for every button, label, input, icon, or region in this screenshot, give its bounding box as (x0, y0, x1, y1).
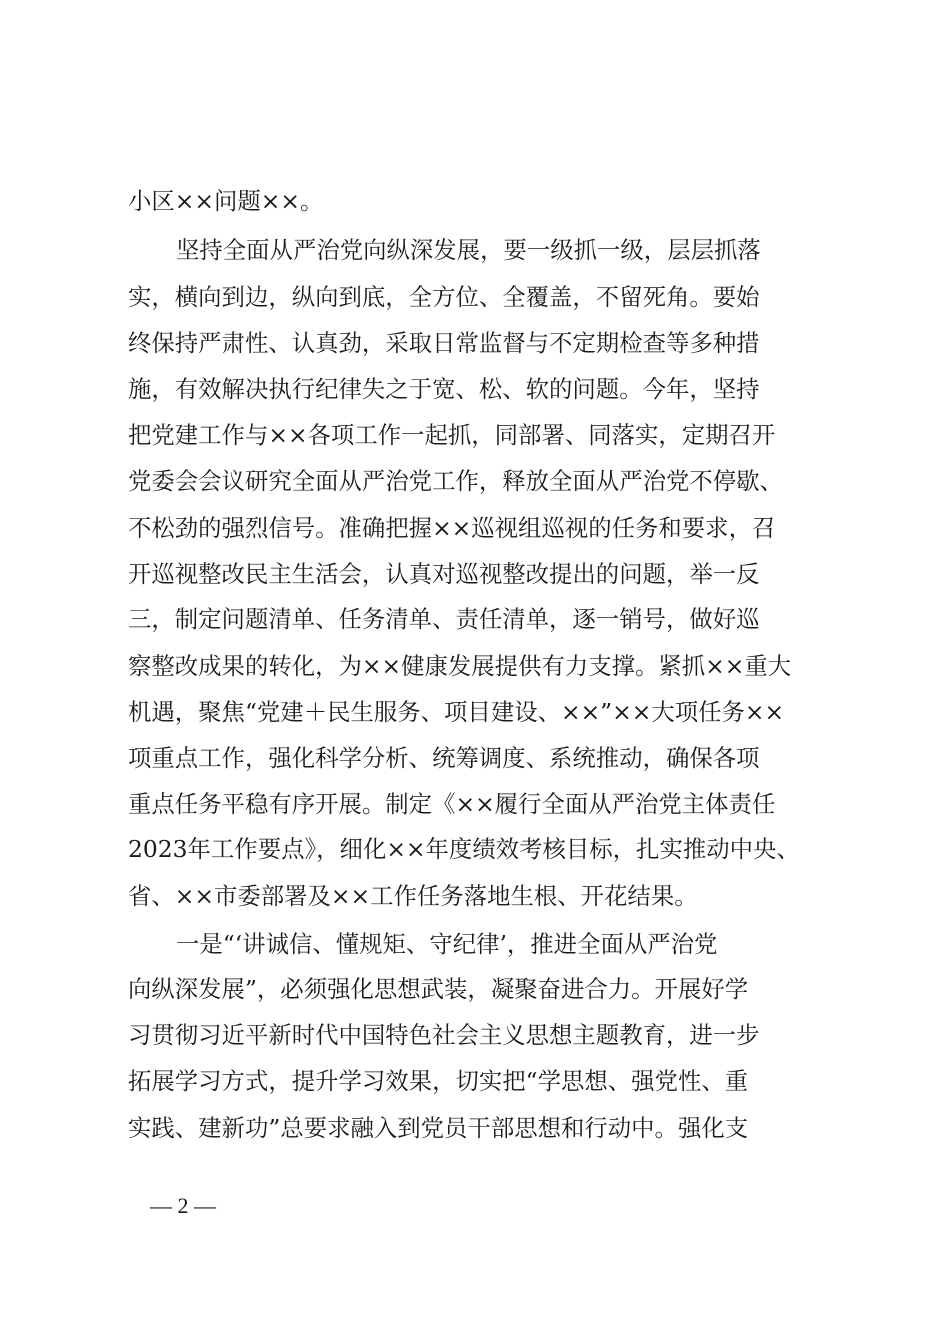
text-line: 实，横向到边，纵向到底，全方位、全覆盖，不留死角。要始 (128, 283, 760, 311)
paragraph-first-line: 一是“‘讲诚信、懂规矩、守纪律’，推进全面从严治党 (176, 930, 718, 958)
text-line: 开巡视整改民主生活会，认真对巡视整改提出的问题，举一反 (128, 560, 760, 588)
paragraph-first-line: 坚持全面从严治党向纵深发展，要一级抓一级，层层抓落 (176, 236, 761, 264)
text-line: 党委会会议研究全面从严治党工作，释放全面从严治党不停歇、 (128, 467, 783, 495)
text-line: 向纵深发展”，必须强化思想武装，凝聚奋进合力。开展好学 (128, 975, 749, 1003)
text-line: 三，制定问题清单、任务清单、责任清单，逐一销号，做好巡 (128, 605, 760, 633)
page-number: — 2 — (150, 1193, 216, 1218)
text-line: 察整改成果的转化，为××健康发展提供有力支撑。紧抓××重大 (128, 652, 792, 680)
text-line: 重点任务平稳有序开展。制定《××履行全面从严治党主体责任 (128, 790, 776, 818)
text-line: 2023年工作要点》，细化××年度绩效考核目标，扎实推动中央、 (128, 835, 800, 863)
text-line: 不松劲的强烈信号。准确把握××巡视组巡视的任务和要求，召 (128, 514, 776, 542)
text-line: 项重点工作，强化科学分析、统筹调度、系统推动，确保各项 (128, 744, 760, 772)
text-line: 施，有效解决执行纪律失之于宽、松、软的问题。今年，坚持 (128, 375, 760, 403)
text-line: 终保持严肃性、认真劲，采取日常监督与不定期检查等多种措 (128, 329, 760, 357)
text-line: 拓展学习方式，提升学习效果，切实把“学思想、强党性、重 (128, 1067, 749, 1095)
text-line: 小区××问题××。 (128, 187, 324, 215)
text-line: 省、××市委部署及××工作任务落地生根、开花结果。 (128, 882, 698, 910)
text-line: 实践、建新功”总要求融入到党员干部思想和行动中。强化支 (128, 1114, 749, 1142)
text-line: 把党建工作与××各项工作一起抓，同部署、同落实，定期召开 (128, 421, 776, 449)
text-line: 机遇，聚焦“党建＋民生服务、项目建设、××”××大项任务×× (128, 698, 785, 726)
text-line: 习贯彻习近平新时代中国特色社会主义思想主题教育，进一步 (128, 1021, 760, 1049)
